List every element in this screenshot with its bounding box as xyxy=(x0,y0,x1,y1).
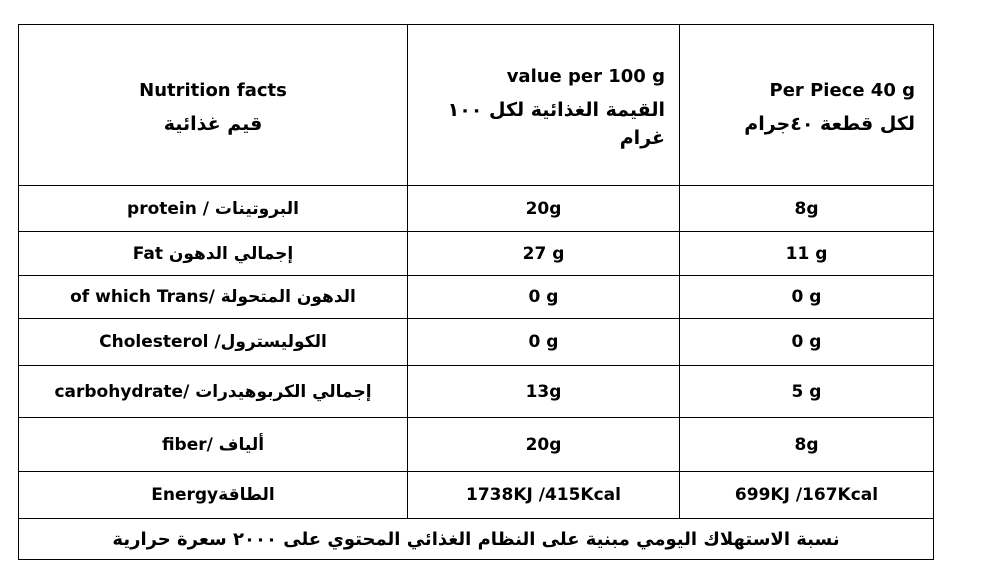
header-col1-ar: قيم غذائية xyxy=(163,113,263,135)
row-value-per-piece: 0 g xyxy=(791,332,822,352)
table-row xyxy=(19,366,933,418)
row-value-per-100g: 27 g xyxy=(408,232,680,275)
row-value-per-piece: 8g xyxy=(794,198,819,219)
table-row xyxy=(19,418,933,472)
nutrient-label: of which Trans/ الدهون المتحولة xyxy=(70,287,356,307)
nutrient-label: protein / البروتينات xyxy=(127,198,299,219)
row-value-per-piece: 5 g xyxy=(791,381,822,402)
row-label xyxy=(19,232,408,275)
row-value-per-piece: 8g xyxy=(794,434,819,455)
header-col3-ar: لكل قطعة ٤٠جرام xyxy=(744,113,915,135)
header-col2-ar: القيمة الغذائية لكل ١٠٠ غرام xyxy=(447,99,665,149)
row-label xyxy=(19,472,408,518)
nutrition-table xyxy=(18,24,934,560)
table-header-row xyxy=(19,25,933,186)
nutrient-label: carbohydrate/ إجمالي الكربوهيدرات xyxy=(54,381,372,402)
header-per-piece xyxy=(680,25,933,185)
row-label xyxy=(19,276,408,318)
table-row xyxy=(19,472,933,519)
row-value-per-piece: 11 g xyxy=(785,243,828,264)
row-value-per-100g: 0 g xyxy=(408,319,680,365)
header-nutrition-facts xyxy=(19,25,408,185)
header-col3-en: Per Piece 40 g xyxy=(769,80,915,101)
header-col2-en: value per 100 g xyxy=(506,66,665,87)
nutrient-label: Energyالطاقة xyxy=(151,485,275,505)
header-col1-en: Nutrition facts xyxy=(139,80,287,101)
table-row xyxy=(19,319,933,366)
header-value-per-100g xyxy=(408,25,680,185)
nutrient-label: fiber/ ألياف xyxy=(161,434,265,455)
daily-intake-footnote: نسبة الاستهلاك اليومي مبنية على النظام الغذائي المحتوي على ٢٠٠٠ سعرة حرارية xyxy=(112,528,840,550)
table-row xyxy=(19,276,933,319)
row-value-per-piece: 0 g xyxy=(791,287,822,307)
nutrient-label: Fat إجمالي الدهون xyxy=(132,243,294,264)
row-value-per-100g: 13g xyxy=(408,366,680,417)
row-value-per-100g: 20g xyxy=(408,186,680,231)
row-value-per-100g: 0 g xyxy=(408,276,680,318)
row-label xyxy=(19,366,408,417)
row-value-per-piece: 699KJ /167Kcal xyxy=(734,485,879,505)
nutrient-label: Cholesterol /الكوليسترول xyxy=(99,332,327,352)
row-label xyxy=(19,319,408,365)
row-value-per-100g: 20g xyxy=(408,418,680,471)
table-row xyxy=(19,232,933,276)
row-label xyxy=(19,418,408,471)
row-label xyxy=(19,186,408,231)
table-row xyxy=(19,186,933,232)
row-value-per-100g: 1738KJ /415Kcal xyxy=(408,472,680,518)
